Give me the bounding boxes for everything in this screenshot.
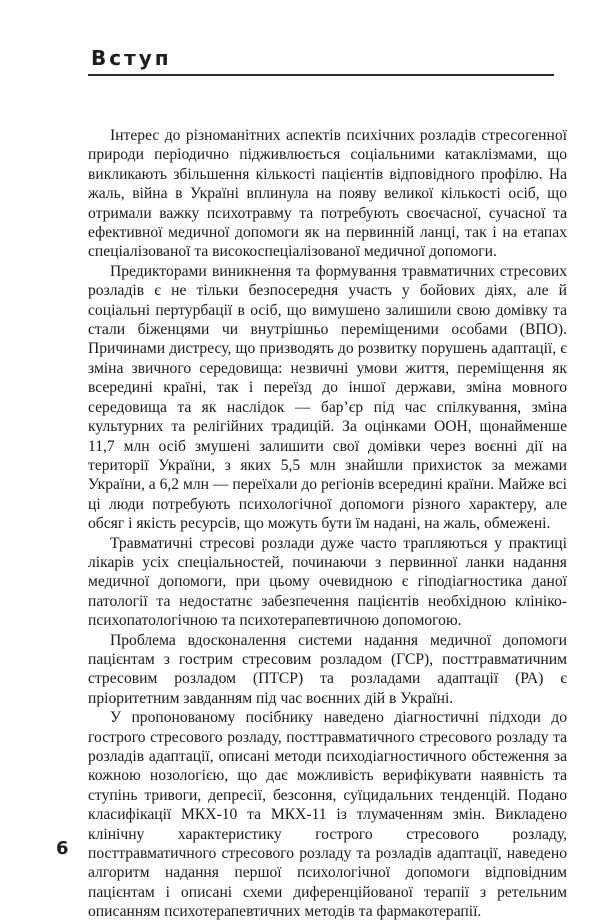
paragraph-practice: Травматичні стресові розлади дуже часто трапляються у практиці лікарів усіх спеціальностей, починаючи з первинної ланки надання медичної допомоги, при цьому очевидною є гіподіагностика даної патології та недостатнє забезпечення пацієнтів необхідною клініко-психопатологічною та психотерапевтичною допомогою. — [88, 534, 567, 630]
paragraph-manual-summary: У пропонованому посібнику наведено діагностичні підходи до гострого стресового розладу, посттравматичного стресового розладу та розладів адаптації, описані методи психодіагностичного обстеження за кожною нозологією, що дає можливість верифікувати наявність та ступінь тривоги, депресії, безсоння, суїцидальних тенденцій. Подано класифікації МКХ-10 та МКХ-11 із тлумаченням змін. Викладено клінічну характеристику гострого стресового розладу, посттравматичного стресового розладу та розладів адаптації, наведено алгоритм надання першої психологічної допомоги відповідним пацієнтам і описані схеми диференційованої терапії з ретельним описанням психотерапевтичних методів та фармакотерапії. — [88, 709, 567, 921]
paragraph-problem: Проблема вдосконалення системи надання медичної допомоги пацієнтам з гострим стресовим розладом (ГСР), посттравматичним стресовим розладом (ПТСР) та розладами адаптації (РА) є пріоритетним завданням під час воєнних дій в Україні. — [88, 631, 567, 707]
body-text — [88, 126, 567, 922]
page-number: 6 — [56, 838, 69, 859]
paragraph-intro: Інтерес до різноманітних аспектів психічних розладів стресогенної природи періодично підживлюється соціальними катаклізмами, що викликають збільшення кількості пацієнтів відповідного профілю. На жаль, війна в Україні вплинула на появу великої кількості осіб, що отримали важку психотравму та потребують своєчасної, сучасної та ефективної медичної допомоги як на первинній ланці, так і на етапах спеціалізованої та високоспеціалізованої медичної допомоги. — [88, 127, 567, 261]
chapter-title: Вступ — [91, 46, 172, 70]
paragraph-predictors: Предикторами виникнення та формування травматичних стресових розладів є не тільки безпосередня участь у бойових діях, але й соціальні пертурбації в осіб, що вимушено залишили свою домівку та стали біженцями чи внутрішньо переміщеними особами (ВПО). Причинами дистресу, що призводять до розвитку порушень адаптації, є зміна звичного середовища: незвичні умови життя, переміщення як всередині країні, так і переїзд до іншої держави, зміна мовного середовища та як наслідок — бар’єр під час спілкування, зміна культурних та релігійних традицій. За оцінками ООН, щонайменше 11,7 млн осіб змушені залишити свої домівки через воєнні дії на території України, з яких 5,5 млн знайшли прихисток за межами України, а 6,2 млн — переїхали до регіонів всередині країни. Майже всі ці люди потребують психологічної допомоги різного характеру, але обсяг і якість ресурсів, що можуть бути їм надані, на жаль, обмежені. — [88, 262, 568, 533]
chapter-header — [88, 44, 554, 76]
